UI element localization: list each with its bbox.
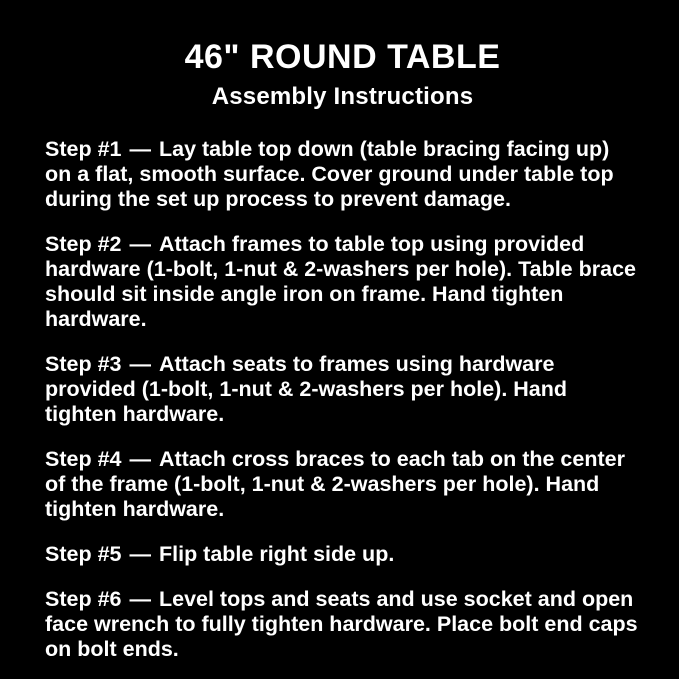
step-2-text: Attach frames to table top using provided hardware (1-bolt, 1-nut & 2-washers per hole). Table brace should sit inside angle iron on frame. Hand tighten hardware. <box>45 232 636 331</box>
step-1-text: Lay table top down (table bracing facing up) on a flat, smooth surface. Cover ground under table top during the set up process to prevent damage. <box>45 137 614 211</box>
page-subtitle: Assembly Instructions <box>211 83 474 110</box>
step-1 <box>45 137 640 212</box>
step-2-dash: — <box>129 232 151 256</box>
step-6-label: Step #6 <box>45 587 122 611</box>
step-1-dash: — <box>129 137 151 161</box>
step-4-label: Step #4 <box>45 447 122 471</box>
step-2 <box>45 232 640 332</box>
step-6 <box>45 587 640 662</box>
step-6-text: Level tops and seats and use socket and open face wrench to fully tighten hardware. Place bolt end caps on bolt ends. <box>45 587 638 661</box>
steps-list <box>45 137 640 662</box>
step-3-label: Step #3 <box>45 352 122 376</box>
step-3 <box>45 352 640 427</box>
step-4-text: Attach cross braces to each tab on the center of the frame (1-bolt, 1-nut & 2-washers per hole). Hand tighten hardware. <box>45 447 625 521</box>
step-1-label: Step #1 <box>45 137 122 161</box>
step-5-text: Flip table right side up. <box>158 542 395 566</box>
step-3-text: Attach seats to frames using hardware provided (1-bolt, 1-nut & 2-washers per hole). Hand tighten hardware. <box>45 352 568 426</box>
step-4 <box>45 447 640 522</box>
step-6-dash: — <box>129 587 151 611</box>
step-5 <box>45 542 640 567</box>
step-5-label: Step #5 <box>45 542 122 566</box>
step-2-label: Step #2 <box>45 232 122 256</box>
step-3-dash: — <box>129 352 151 376</box>
step-5-dash: — <box>129 542 151 566</box>
page-title: 46" ROUND TABLE <box>184 38 501 76</box>
step-4-dash: — <box>129 447 151 471</box>
